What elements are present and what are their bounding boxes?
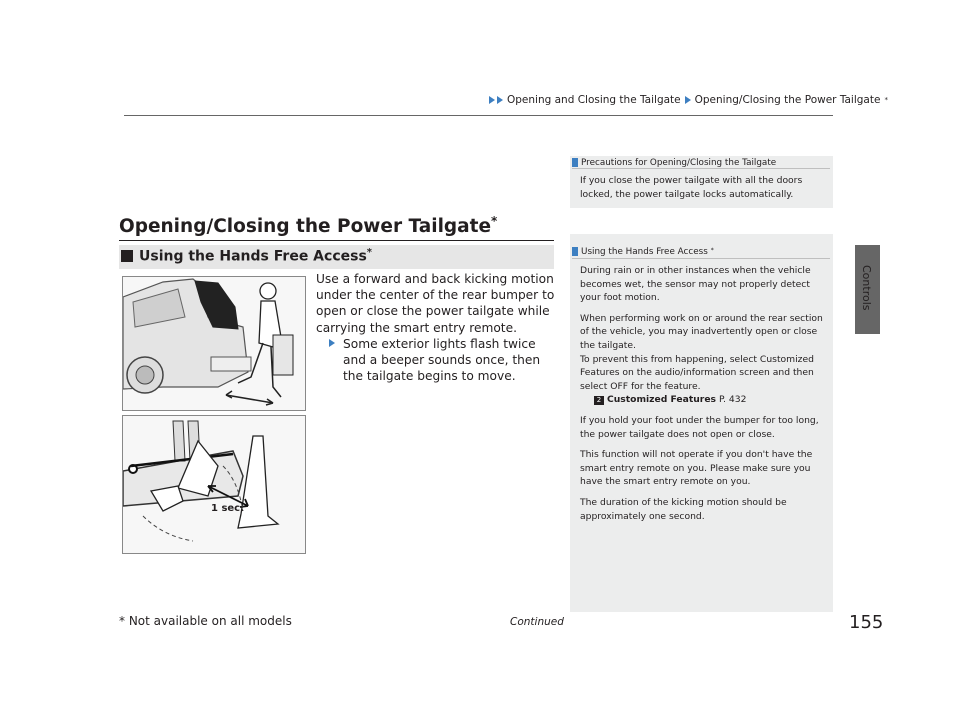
- title-rule: [119, 240, 554, 241]
- breadcrumb-arrow-icon: [489, 96, 495, 104]
- figure-label: 1 sec.: [211, 503, 244, 514]
- subsection-asterisk: *: [366, 247, 373, 258]
- illustration-kick-motion: [122, 276, 306, 411]
- note-paragraph: If you hold your foot under the bumper for too long, the power tailgate does not open or close.: [580, 414, 819, 440]
- foot-sensor-illustration: [123, 416, 305, 553]
- note-paragraph: The duration of the kicking motion should be approximately one second.: [580, 496, 787, 522]
- note-heading: [572, 247, 714, 257]
- bullet-text: Some exterior lights flash twice and a beeper sounds once, then the tailgate begins to move.: [343, 337, 541, 384]
- breadcrumb-asterisk: *: [884, 96, 888, 104]
- bullet-arrow-icon: [329, 339, 335, 347]
- notes-separator: [570, 208, 833, 234]
- note-paragraph: To prevent this from happening, select Customized Features on the audio/information screen and then select OFF for the feature.: [580, 353, 814, 392]
- header-rule: [124, 115, 833, 116]
- note-heading-text: Precautions for Opening/Closing the Tailgate: [581, 158, 777, 168]
- subsection-label: Using the Hands Free Access: [139, 248, 367, 265]
- note-marker-icon: [572, 158, 578, 167]
- note-text: If you close the power tailgate with all the doors locked, the power tailgate locks automatically.: [580, 175, 803, 200]
- note-paragraph: This function will not operate if you don't have the smart entry remote on you. Please make sure you have the smart entry remote on you.: [580, 449, 813, 488]
- car-rear-person-illustration: [123, 277, 305, 410]
- body-text: Use a forward and back kicking motion under the center of the rear bumper to open or close the power tailgate while carrying the smart entry remote.: [316, 272, 555, 335]
- note-paragraph: When performing work on or around the rear section of the vehicle, you may inadvertently open or close the tailgate.: [580, 312, 823, 351]
- note-rule: [572, 258, 830, 259]
- note-rule: [572, 168, 830, 169]
- illustration-foot-detail: [122, 415, 306, 554]
- breadcrumb-arrow-icon: [497, 96, 503, 104]
- xref-page: P. 432: [718, 394, 747, 406]
- xref-title: Customized Features: [607, 394, 717, 406]
- note-heading-asterisk: *: [710, 247, 714, 254]
- note-paragraph: During rain or in other instances when the vehicle becomes wet, the sensor may not properly detect your foot motion.: [580, 265, 811, 304]
- section-title-text: Opening/Closing the Power Tailgate: [119, 216, 492, 237]
- cross-reference-link[interactable]: [580, 393, 826, 407]
- note-marker-icon: [572, 247, 578, 256]
- side-tab-label: Controls: [860, 265, 873, 311]
- reference-arrow-icon: 2: [594, 396, 604, 405]
- breadcrumb-item[interactable]: Opening/Closing the Power Tailgate: [694, 94, 881, 106]
- section-title: [119, 216, 497, 237]
- title-asterisk: *: [491, 214, 498, 228]
- page-number: 155: [849, 612, 884, 633]
- note-heading-text: Using the Hands Free Access: [581, 247, 708, 257]
- bullet-item: [329, 336, 554, 385]
- square-bullet-icon: [121, 250, 133, 262]
- breadcrumb-item[interactable]: Opening and Closing the Tailgate: [507, 94, 681, 106]
- subsection-header: [119, 245, 554, 269]
- breadcrumb: [489, 94, 888, 106]
- footnote: * Not available on all models: [119, 614, 292, 628]
- breadcrumb-arrow-icon: [685, 96, 691, 104]
- note-heading: [572, 158, 776, 168]
- continued-label: Continued: [510, 616, 564, 628]
- note-body: [580, 264, 826, 523]
